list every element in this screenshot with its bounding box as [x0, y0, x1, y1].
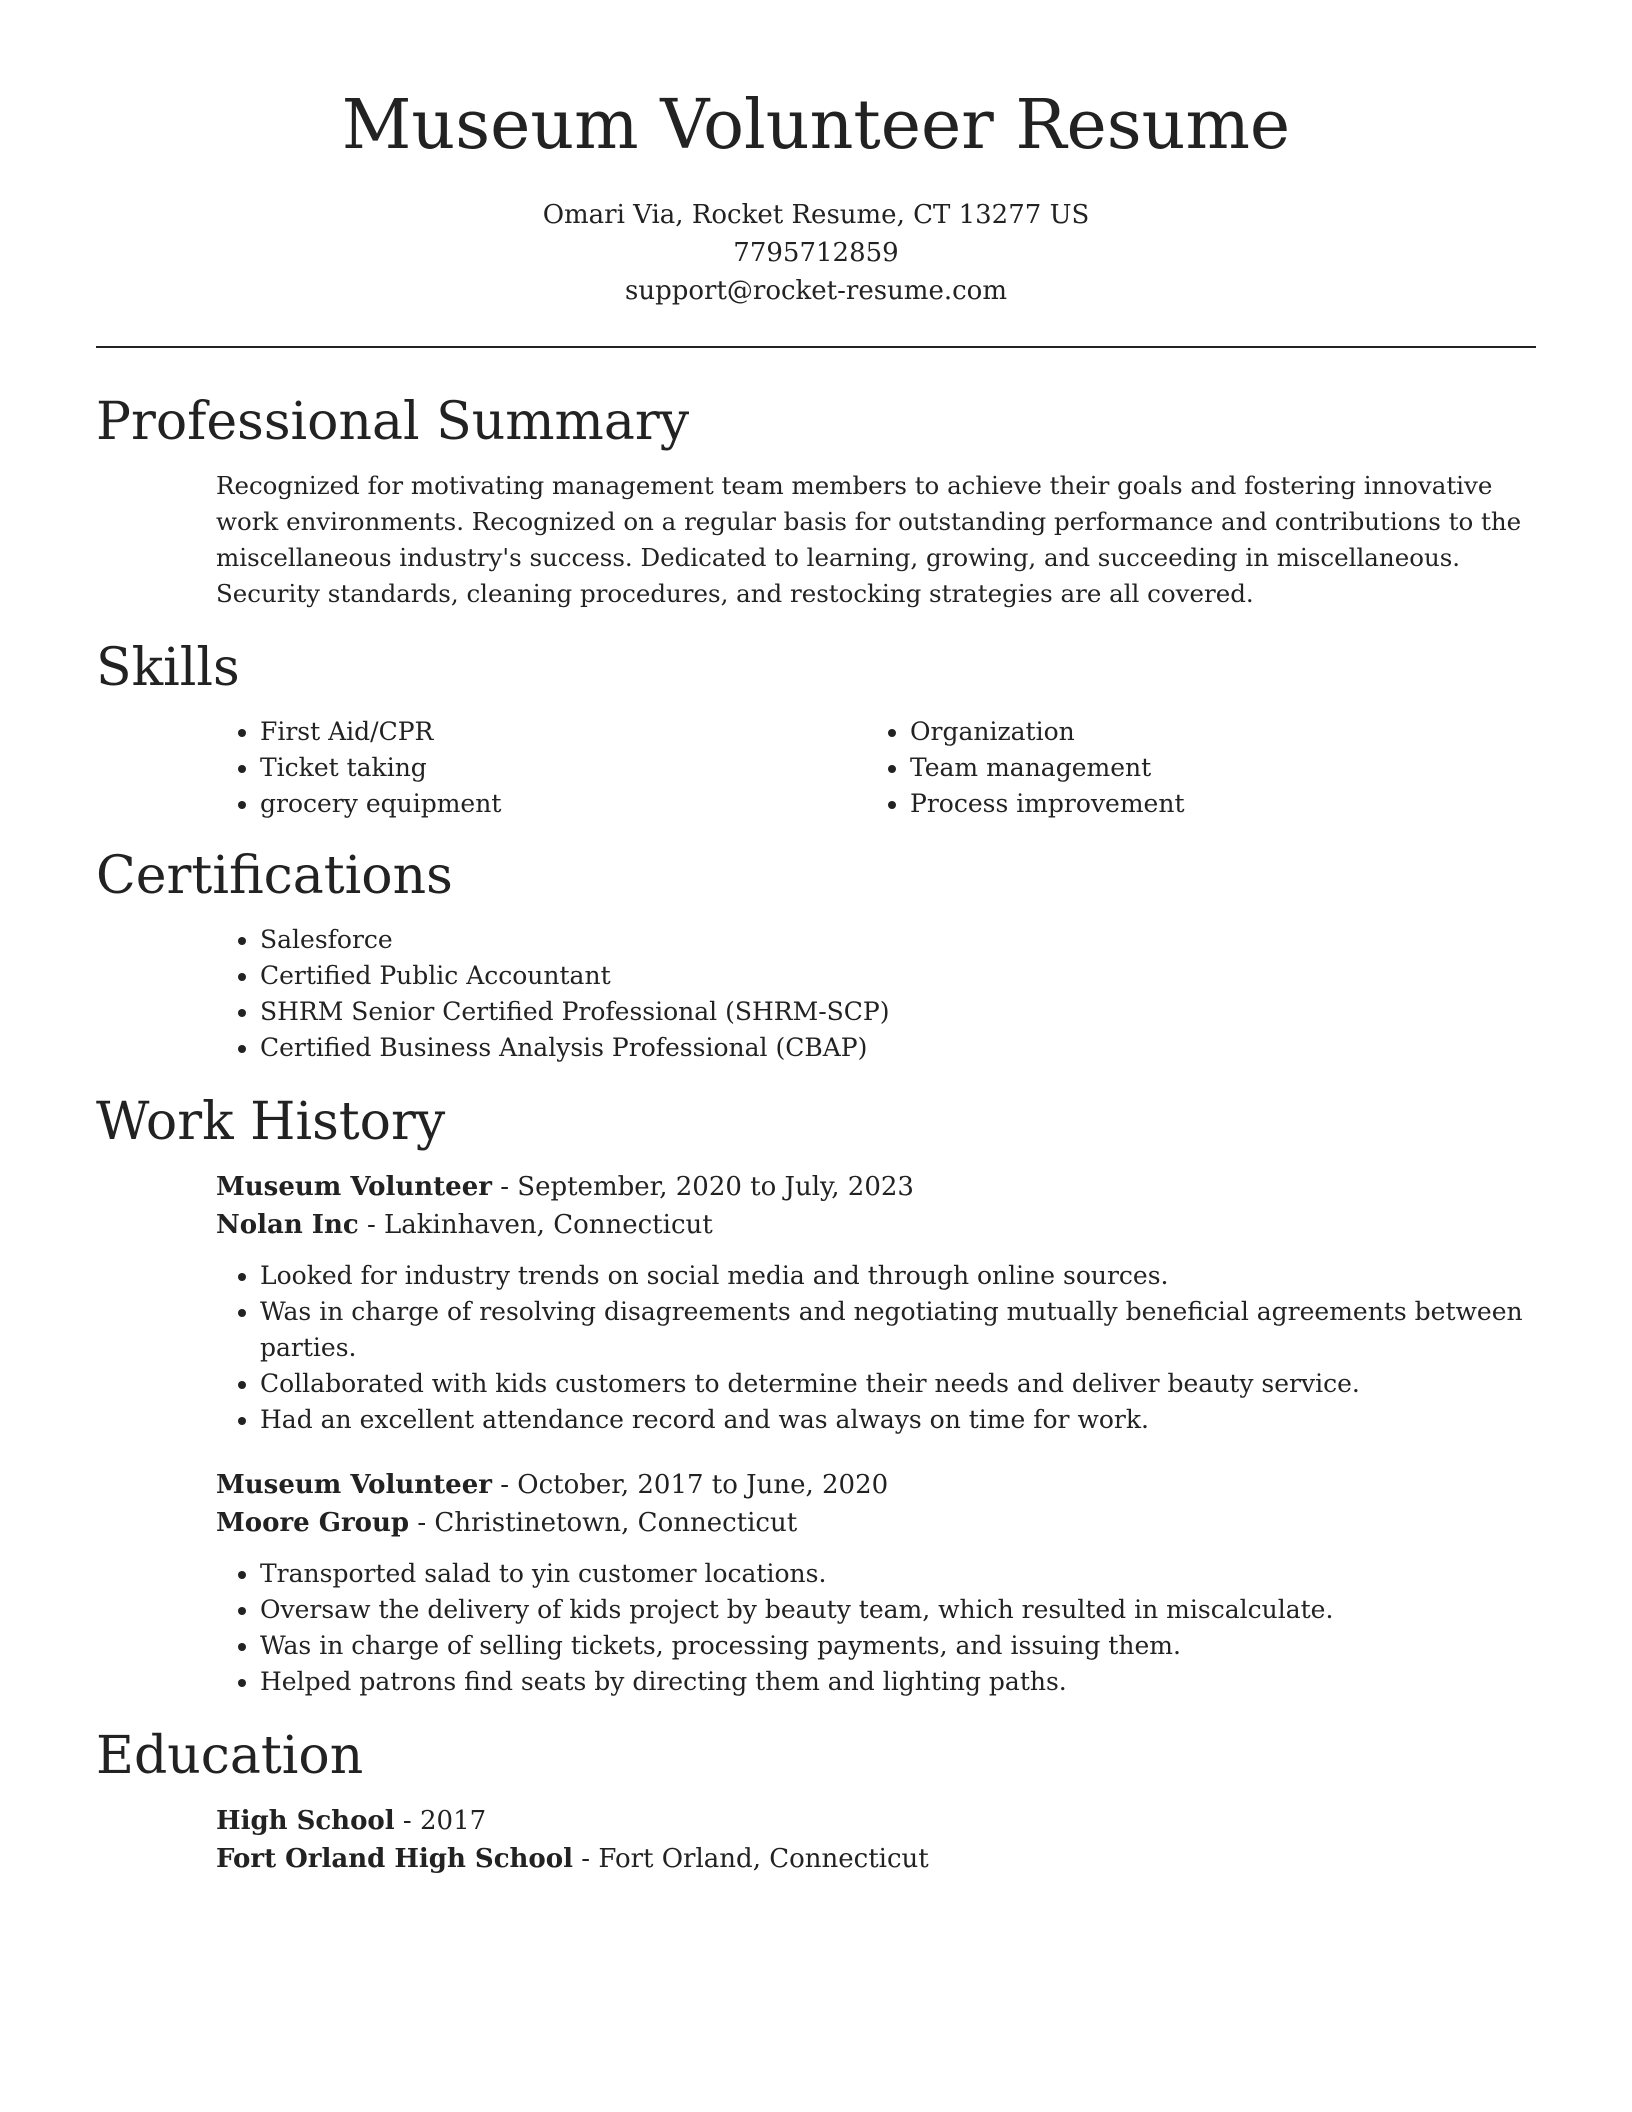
skill-item: • Team management	[910, 750, 1516, 786]
job-entry	[216, 1466, 1536, 1700]
skill-item: • Ticket taking	[260, 750, 866, 786]
work-history-section	[96, 1090, 1536, 1700]
summary-heading: Professional Summary	[96, 392, 690, 452]
header-divider	[96, 346, 1536, 348]
job-bullet: • Transported salad to yin customer locations.	[260, 1556, 1600, 1592]
education-section	[96, 1724, 1536, 1878]
summary-text: Recognized for motivating management team members to achieve their goals and fostering innovative work environments. Recognized on a regular basis for outstanding performance and contributions to the miscellaneous industry's success. Dedicated to learning, growing, and succeeding in miscellaneous. Security standards, cleaning procedures, and restocking strategies are all covered.	[216, 471, 1522, 608]
job-company-line	[216, 1206, 1536, 1244]
separator: -	[394, 1806, 420, 1836]
certifications-section	[96, 844, 1536, 1066]
skill-item: • First Aid/CPR	[260, 714, 866, 750]
education-degree: High School	[216, 1806, 395, 1836]
education-school-line	[216, 1840, 1536, 1878]
job-title: Museum Volunteer	[216, 1470, 492, 1500]
job-bullets	[216, 1556, 1600, 1700]
education-entry	[216, 1802, 1536, 1878]
skills-column-left	[216, 714, 866, 822]
certification-item: • SHRM Senior Certified Professional (SHRM-SCP)	[260, 994, 1536, 1030]
education-location: Fort Orland, Connecticut	[598, 1844, 929, 1874]
contact-phone: 7795712859	[733, 238, 899, 268]
separator: -	[409, 1508, 435, 1538]
separator: -	[491, 1172, 518, 1202]
job-bullet: • Was in charge of resolving disagreements and negotiating mutually beneficial agreements between parties.	[260, 1294, 1600, 1366]
job-company: Moore Group	[216, 1508, 410, 1538]
contact-block	[96, 196, 1536, 310]
work-history-heading: Work History	[96, 1092, 446, 1152]
education-heading: Education	[96, 1726, 364, 1786]
skills-heading: Skills	[96, 638, 240, 698]
job-title-line	[216, 1466, 1536, 1504]
separator: -	[573, 1844, 599, 1874]
job-dates: October, 2017 to June, 2020	[517, 1470, 889, 1500]
job-dates: September, 2020 to July, 2023	[517, 1172, 914, 1202]
education-school: Fort Orland High School	[216, 1844, 573, 1874]
certification-item: • Certified Business Analysis Professional (CBAP)	[260, 1030, 1536, 1066]
resume-page	[96, 0, 1536, 1878]
skills-grid	[216, 714, 1536, 822]
certification-item: • Certified Public Accountant	[260, 958, 1536, 994]
job-company: Nolan Inc	[216, 1210, 359, 1240]
resume-title: Museum Volunteer Resume	[341, 86, 1291, 165]
job-location: Christinetown, Connecticut	[434, 1508, 798, 1538]
education-year: 2017	[419, 1806, 487, 1836]
skill-item: • Organization	[910, 714, 1516, 750]
certification-item: • Salesforce	[260, 922, 1536, 958]
certifications-heading: Certifications	[96, 846, 453, 906]
job-bullet: • Collaborated with kids customers to determine their needs and deliver beauty service.	[260, 1366, 1600, 1402]
job-bullet: • Was in charge of selling tickets, processing payments, and issuing them.	[260, 1628, 1600, 1664]
job-bullet: • Had an excellent attendance record and was always on time for work.	[260, 1402, 1600, 1438]
skills-section	[96, 636, 1536, 822]
education-degree-line	[216, 1802, 1536, 1840]
skill-item: • Process improvement	[910, 786, 1516, 822]
summary-section	[96, 390, 1536, 612]
job-title-line	[216, 1168, 1536, 1206]
contact-email: support@rocket-resume.com	[624, 276, 1007, 306]
separator: -	[358, 1210, 385, 1240]
job-bullet: • Looked for industry trends on social media and through online sources.	[260, 1258, 1600, 1294]
skills-column-right	[866, 714, 1516, 822]
job-company-line	[216, 1504, 1536, 1542]
job-entry	[216, 1168, 1536, 1438]
contact-address: Omari Via, Rocket Resume, CT 13277 US	[542, 200, 1090, 230]
job-title: Museum Volunteer	[216, 1172, 492, 1202]
job-bullet: • Helped patrons find seats by directing them and lighting paths.	[260, 1664, 1600, 1700]
job-location: Lakinhaven, Connecticut	[384, 1210, 713, 1240]
separator: -	[491, 1470, 518, 1500]
certifications-list	[216, 922, 1536, 1066]
job-bullets	[216, 1258, 1600, 1438]
skill-item: • grocery equipment	[260, 786, 866, 822]
job-bullet: • Oversaw the delivery of kids project by beauty team, which resulted in miscalculate.	[260, 1592, 1600, 1628]
